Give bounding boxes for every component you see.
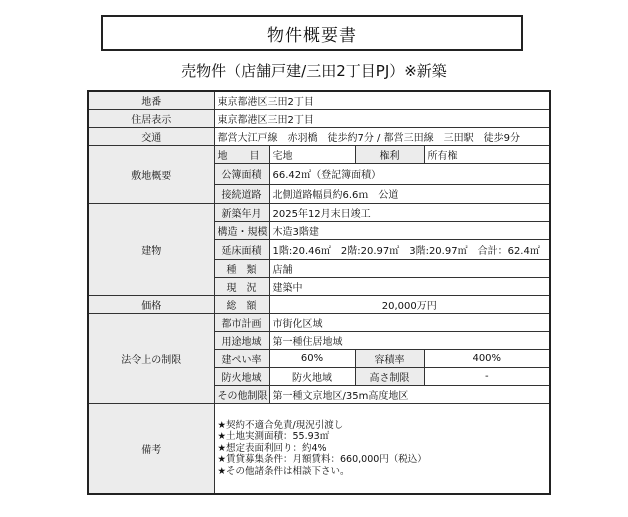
property-summary-table	[87, 90, 551, 495]
lot-label: 地番	[88, 91, 214, 109]
table-row-site-category	[88, 145, 550, 163]
site-area-label: 公簿面積	[214, 163, 269, 184]
fire-zone-label: 防火地域	[214, 367, 269, 385]
fire-zone-value: 防火地域	[269, 367, 355, 385]
transport-value: 都営大江戸線 赤羽橋 徒歩約7分 / 都営三田線 三田駅 徒歩9分	[214, 127, 550, 145]
rights-value: 所有権	[424, 145, 550, 163]
table-row-building-built	[88, 203, 550, 221]
land-category-value: 宅地	[269, 145, 355, 163]
regulations-label: 法令上の制限	[88, 313, 214, 403]
bcr-label: 建ぺい率	[214, 349, 269, 367]
site-label: 敷地概要	[88, 145, 214, 203]
remark-line: ★その他諸条件は相談下さい。	[217, 465, 350, 477]
building-status-value: 建築中	[269, 277, 550, 295]
far-label: 容積率	[355, 349, 424, 367]
zoning-value: 第一種住居地域	[269, 331, 550, 349]
structure-label: 構造・規模	[214, 221, 269, 239]
address-value: 東京都港区三田2丁目	[214, 109, 550, 127]
bcr-value: 60%	[269, 349, 355, 367]
built-label: 新築年月	[214, 203, 269, 221]
height-limit-label: 高さ制限	[355, 367, 424, 385]
other-restrictions-value: 第一種文京地区/35m高度地区	[269, 385, 550, 403]
price-total-value: 20,000万円	[269, 295, 550, 313]
land-category-label: 地 目	[214, 145, 269, 163]
building-label: 建物	[88, 203, 214, 295]
table-row-remarks	[88, 403, 550, 494]
table-row-price	[88, 295, 550, 313]
price-label: 価格	[88, 295, 214, 313]
city-plan-label: 都市計画	[214, 313, 269, 331]
rights-label: 権利	[355, 145, 424, 163]
building-type-value: 店舗	[269, 259, 550, 277]
remark-line: ★想定表面利回り：約4%	[217, 442, 327, 454]
table-row-address	[88, 109, 550, 127]
height-limit-value: -	[424, 367, 550, 385]
built-value: 2025年12月末日竣工	[269, 203, 550, 221]
city-plan-value: 市街化区域	[269, 313, 550, 331]
remark-line: ★賃貸募集条件：月額賃料：660,000円（税込）	[217, 454, 427, 465]
remarks-content	[214, 403, 550, 494]
remarks-label: 備考	[88, 403, 214, 494]
document-title: 物件概要書	[101, 15, 523, 51]
floor-area-value: 1階:20.46㎡ 2階:20.97㎡ 3階:20.97㎡ 合計：62.4㎡	[269, 239, 550, 259]
price-total-label: 総 額	[214, 295, 269, 313]
lot-value: 東京都港区三田2丁目	[214, 91, 550, 109]
structure-value: 木造3階建	[269, 221, 550, 239]
document-subtitle: 売物件（店舗戸建/三田2丁目PJ）※新築	[181, 62, 447, 80]
other-restrictions-label: その他制限	[214, 385, 269, 403]
transport-label: 交通	[88, 127, 214, 145]
table-row-transport	[88, 127, 550, 145]
remark-line: ★契約不適合免責/現況引渡し	[217, 419, 344, 431]
table-row-reg-city-plan	[88, 313, 550, 331]
building-type-label: 種 類	[214, 259, 269, 277]
road-label: 接続道路	[214, 184, 269, 203]
floor-area-label: 延床面積	[214, 239, 269, 259]
road-value: 北側道路幅員約6.6ｍ 公道	[269, 184, 550, 203]
building-status-label: 現 況	[214, 277, 269, 295]
site-area-value: 66.42㎡（登記簿面積）	[269, 163, 550, 184]
zoning-label: 用途地域	[214, 331, 269, 349]
remark-line: ★土地実測面積：55.93㎡	[217, 431, 330, 442]
far-value: 400%	[424, 349, 550, 367]
address-label: 住居表示	[88, 109, 214, 127]
table-row-lot	[88, 91, 550, 109]
